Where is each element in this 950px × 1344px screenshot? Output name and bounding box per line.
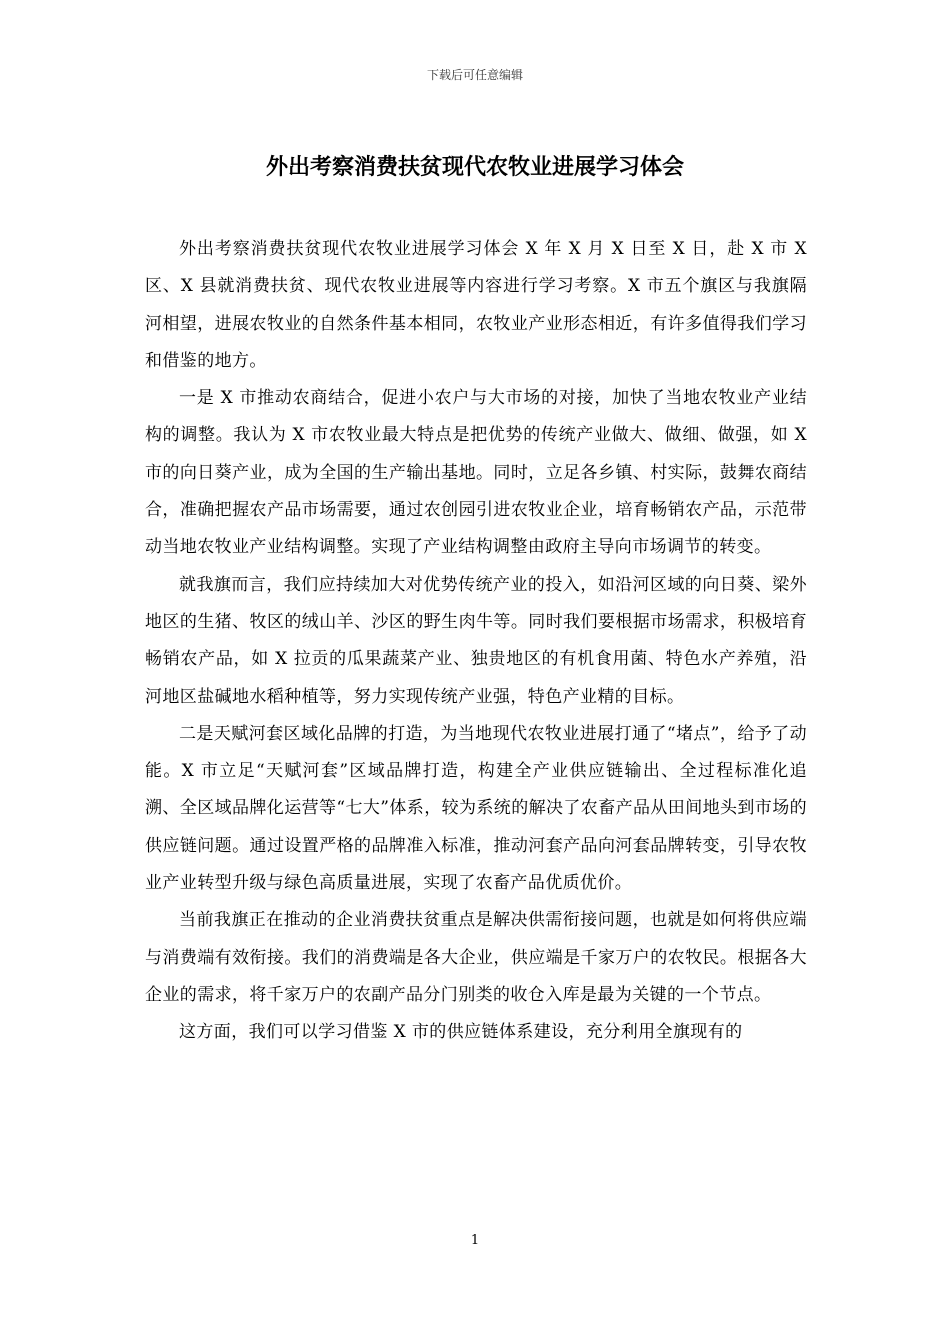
paragraph: 这方面，我们可以学习借鉴 X 市的供应链体系建设，充分利用全旗现有的: [179, 1022, 743, 1043]
paragraph: 一是 X 市推动农商结合，促进小农户与大市场的对接，加快了当地农牧业产业结构的调整。我认为 X 市农牧业最大特点是把优势的传统产业做大、做细、做强，如 X 市的向日葵产业，成为全国的生产输出基地。同时，立足各乡镇、村实际，鼓舞农商结合，准确把握农产品市场需要，通过农创园引进农牧业企业，培育畅销农产品，示范带动当地农牧业产业结构调整。实现了产业结构调整由政府主导向市场调节的转变。: [145, 388, 807, 558]
paragraph: 当前我旗正在推动的企业消费扶贫重点是解决供需衔接问题，也就是如何将供应端与消费端有效衔接。我们的消费端是各大企业，供应端是千家万户的农牧民。根据各大企业的需求，将千家万户的农副产品分门别类的收仓入库是最为关键的一个节点。: [145, 910, 807, 1005]
paragraph: 外出考察消费扶贫现代农牧业进展学习体会 X 年 X 月 X 日至 X 日，赴 X 市 X 区、X 县就消费扶贫、现代农牧业进展等内容进行学习考察。X 市五个旗区与我旗隔河相望，进展农牧业的自然条件基本相同，农牧业产业形态相近，有许多值得我们学习和借鉴的地方。: [145, 239, 807, 371]
paragraph: 就我旗而言，我们应持续加大对优势传统产业的投入，如沿河区域的向日葵、梁外地区的生猪、牧区的绒山羊、沙区的野生肉牛等。同时我们要根据市场需求，积极培育畅销农产品，如 X 拉贡的瓜果蔬菜产业、独贵地区的有机食用菌、特色水产养殖，沿河地区盐碱地水稻种植等，努力实现传统产业强，特色产业精的目标。: [145, 574, 807, 707]
document-body: [145, 231, 807, 1052]
download-note: 下载后可任意编辑: [426, 68, 523, 82]
page-number: 1: [470, 1233, 480, 1248]
paragraph: 二是天赋河套区域化品牌的打造，为当地现代农牧业进展打通了“堵点”，给予了动能。X 市立足“天赋河套”区域品牌打造，构建全产业供应链输出、全过程标准化追溯、全区域品牌化运营等“七大”体系，较为系统的解决了农畜产品从田间地头到市场的供应链问题。通过设置严格的品牌准入标准，推动河套产品向河套品牌转变，引导农牧业产业转型升级与绿色高质量进展，实现了农畜产品优质优价。: [145, 723, 807, 894]
document-title: 外出考察消费扶贫现代农牧业进展学习体会: [265, 155, 684, 180]
